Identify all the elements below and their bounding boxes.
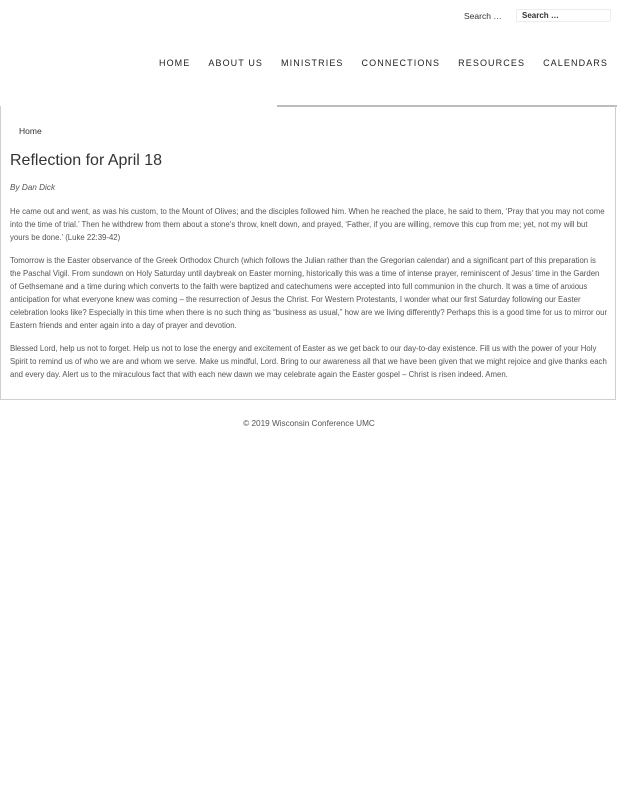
search-label: Search … xyxy=(464,10,502,21)
nav-about-us[interactable]: ABOUT US xyxy=(208,58,264,68)
post-paragraph: Tomorrow is the Easter observance of the Greek Orthodox Church (which follows the Julian rather than the Gregorian calendar) and a significant part of this preparation is the Paschal Vigil. From sundown on Holy Saturday until daybreak on Easter morning, historically this was a time of intense prayer, reminiscent of Jesus’ time in the Garden of Gethsemane and a time during which converts to the faith were baptized and catechumens were accepted into full communion in the church. It was a time of anxious anticipation for what everyone knew was coming – the resurrection of Jesus the Christ. For Western Protestants, I wonder what our first Saturday following our Easter celebration looks like? Especially in this time when there is no such thing as “business as usual,” how are we living differently? Perhaps this is a good time for us to mirror our Eastern friends and enter again into a day of prayer and devotion. xyxy=(10,256,608,330)
post-body xyxy=(10,205,608,391)
breadcrumb-home[interactable]: Home xyxy=(19,126,42,136)
search-input[interactable] xyxy=(516,9,611,22)
search-form xyxy=(464,9,611,22)
footer-copyright: © 2019 Wisconsin Conference UMC xyxy=(243,419,375,428)
post-byline: By Dan Dick xyxy=(10,183,56,192)
post-paragraph: He came out and went, as was his custom, to the Mount of Olives; and the disciples followed him. When he reached the place, he said to them, ‘Pray that you may not come into the time of trial.’ Then he withdrew from them about a stone’s throw, knelt down, and prayed, ‘Father, if you are willing, remove this cup from me; yet, not my will but yours be done.’ (Luke 22:39-42) xyxy=(10,207,605,242)
nav-home[interactable]: HOME xyxy=(158,58,191,68)
nav-calendars[interactable]: CALENDARS xyxy=(543,58,608,68)
nav-ministries[interactable]: MINISTRIES xyxy=(281,58,344,68)
page-title: Reflection for April 18 xyxy=(10,152,163,169)
nav-connections[interactable]: CONNECTIONS xyxy=(361,58,441,68)
main-navigation xyxy=(141,58,608,68)
post-paragraph: Blessed Lord, help us not to forget. Help us not to lose the energy and excitement of Easter as we get back to our day-to-day existence. Fill us with the power of your Holy Spirit to remind us of who we are and whom we serve. Make us mindful, Lord. Bring to our awareness all that we have been given that we might rejoice and give thanks each and every day. Alert us to the miraculous fact that with each new dawn we may celebrate again the Easter gospel – Christ is risen indeed. Amen. xyxy=(10,344,607,379)
nav-resources[interactable]: RESOURCES xyxy=(458,58,526,68)
